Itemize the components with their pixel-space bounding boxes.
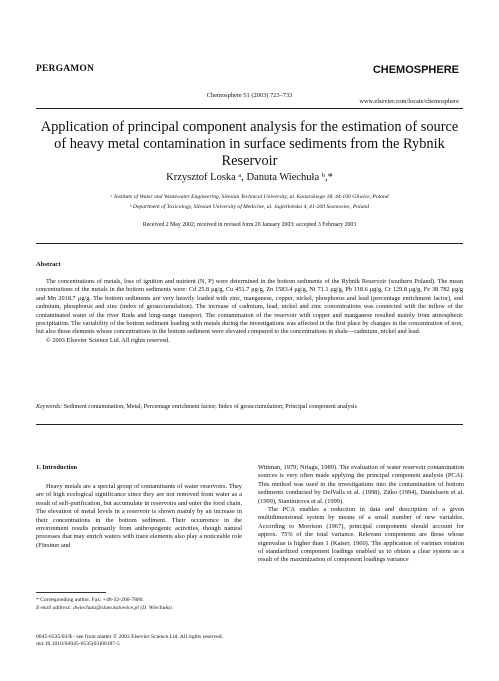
intro-paragraph-1: Heavy metals are a special group of contaminants of water reservoirs. They are of high ecological significance since they are not removed from water as a result of self-purification, but accumulate in reservoirs and enter the food chain. The elevation of metal levels in a reservoir is shown mainly by an increase in their concentrations in the bottom sediment. Their occurrence in the environment results primarily from anthropogenic activities, though natural processes that may enrich waters with trace elements also play a noticeable role (Förstner and	[36, 483, 242, 549]
article-title: Application of principal component analysis for the estimation of source of heavy metal contamination in surface sediments from the Rybnik Reservoir	[40, 119, 459, 169]
abstract-text: The concentrations of metals, loss of ignition and nutrient (N, P) were determined in the bottom sediments of the Rybnik Reservoir (southern Poland). The mean concentrations of the metals in the bottom sediments were: Cd 25.8 μg/g, Cu 451.7 μg/g, Zn 1583.4 μg/g, Ni 71.1 μg/g, Pb 118.6 μg/g, Cr 129.8 μg/g, Fe 38 782 μg/g and Mn 2018.7 μg/g. The bottom sediments are very heavily loaded with zinc, manganese, copper, nickel, phosphorus and lead (percentage enrichment factor), and cadmium, phosphorus and zinc (index of geoaccumulation). The increase of cadmium, lead, nickel and zinc concentrations was connected with the inflow of the contaminated water of the river Ruda and long-range transport. The contamination of the reservoir with copper and manganese resulted mainly from atmospheric precipitation. The variability of the bottom sediment loading with metals during the investigations was affected in the first place by changes in the concentration of iron, but also those elements whose concentrations in the bottom sediment were elevated compared to the concentrations in shale—cadmium, nickel and lead.	[36, 278, 463, 336]
keywords-text: Sediment contamination; Metal; Percentage enrichment factor; Index of geoaccumulation; Principal component analysis	[62, 404, 357, 410]
section-heading: 1. Introduction	[36, 464, 78, 471]
abstract-top-rule	[36, 243, 463, 244]
affiliation-b: ᵇ Department of Toxicology, Silesian University of Medicine, ul. Jagiellońska 4, 41-200 Sosnowiec, Poland	[130, 204, 369, 210]
journal-url[interactable]: www.elsevier.com/locate/chemosphere	[359, 98, 459, 105]
abstract-bottom-rule	[36, 424, 463, 425]
journal-name: CHEMOSPHERE	[372, 64, 459, 76]
page-footer	[36, 634, 223, 649]
header-rule	[36, 108, 463, 109]
issn-line: 0045-6535/03/$ - see front matter © 2003 Elsevier Science Ltd. All rights reserved.	[36, 634, 223, 640]
keywords-label: Keywords:	[36, 404, 63, 410]
article-authors: Krzysztof Loska ᵃ, Danuta Wiechuła ᵇ,*	[166, 172, 333, 183]
abstract-body	[36, 278, 463, 345]
intro-paragraph-2: Wittman, 1979; Nriagu, 1989). The evaluation of water reservoir contamination sources is very often made applying the principal component analysis (PCA). This method was used in the investigations into the contamination of bottom sediments conducted by DelValls et al. (1998), Zitko (1994), Danielsson et al. (1999), Stanimirova et al. (1999).	[258, 464, 464, 505]
left-column	[36, 483, 242, 550]
intro-paragraph-3: The PCA enables a reduction in data and description of a given multidimensional system by means of a small number of new variables. According to Morrison (1967), principal components should account for approx. 75% of the total variance. Relevant components are those whose eigenvalue is higher than 1 (Kaiser, 1960). The application of varimax rotation of standardized component loadings enabled us to obtain a clear system as a result of the maximization of component loadings variance	[258, 506, 464, 564]
received-dates: Received 2 May 2002; received in revised form 20 January 2003; accepted 3 February 2003	[142, 222, 357, 228]
journal-citation: Chemosphere 51 (2003) 723–733	[206, 92, 293, 99]
abstract-copyright: © 2003 Elsevier Science Ltd. All rights reserved.	[46, 336, 170, 344]
affiliation-a: ᵃ Institute of Water and Wastewater Engineering, Silesian Technical University, ul. Konarskiego 18, 44-100 Gliwice, Poland	[110, 194, 389, 200]
right-column	[258, 464, 464, 565]
footnote-rule	[36, 592, 106, 593]
keywords	[36, 404, 463, 410]
footnote-corresponding: * Corresponding author. Fax: +48-32-266-7860.	[36, 597, 144, 603]
publisher-logo: PERGAMON	[36, 64, 95, 74]
footnote-email[interactable]: E-mail address: dwiechula@slam.katowice.pl (D. Wiechuła).	[36, 605, 173, 611]
abstract-heading: Abstract	[36, 261, 61, 268]
doi-line[interactable]: doi:10.1016/S0045-6535(03)00187-5	[36, 641, 120, 648]
